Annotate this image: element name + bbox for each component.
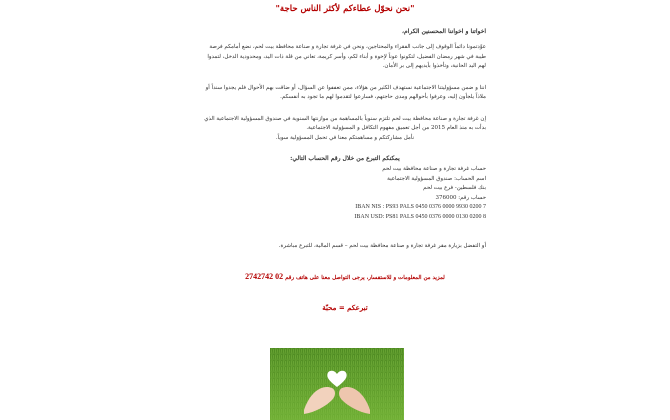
iban-usd: IBAN USD: PS81 PALS 0450 0376 0000 0130 0200 8 — [354, 213, 486, 220]
account-number: حساب رقم: 376000 — [435, 194, 486, 201]
hands-heart-image — [270, 348, 404, 420]
account-details — [204, 165, 486, 222]
paragraph-commitment: إن غرفة تجارة و صناعة محافظة بيت لحم تلتزم سنوياً بالمساهمة من موازنتها السنوية في صندوق المسؤولية الاجتماعية الذي بدأت به منذ العام 2015 من أجل تعميق مفهوم التكافل و المسؤولية الاجتماعية. — [204, 115, 486, 131]
paragraph-responsibility: اننا و ضمن مسؤوليتنا الاجتماعية نستهدف الكثير من هؤلاء، ممن تعففوا عن السؤال، أو ضاقت بهم الأحوال فلم يجدوا سنداً أو ملاذاً يلجأون إليه، وعرفوا بأحوالهم ومدى حاجتهم، فسارعوا لتقدموا لهم ما تجود به أنفسكم. — [205, 84, 486, 100]
page-title: "نحن نحوّل عطاءكم لأكثر الناس حاجة" — [275, 4, 415, 14]
account-name: اسم الحساب: صندوق المسؤولية الاجتماعية — [387, 175, 486, 182]
bank-name: بنك فلسطين- فرع بيت لحم — [423, 185, 486, 191]
visit-note: أو التفضل بزيارة مقر غرفة تجارة و صناعة محافظة بيت لحم – قسم المالية، للتبرع مباشرة. — [278, 243, 486, 249]
account-heading: يمكنكم التبرع من خلال رقم الحساب التالي: — [290, 155, 400, 162]
letter — [204, 0, 486, 312]
grass-hands-illustration — [270, 348, 404, 420]
contact-text: لمزيد من المعلومات و للاستفسار، يرجى التواصل معنا على هاتف رقم — [285, 274, 445, 281]
paragraph-intro: عوّدتمونا دائماً الوقوف إلى جانب الفقراء والمحتاجين، ونحن في غرفة تجارة و صناعة محافظة بيت لحم، نضع أمامكم فرصة طيبة في شهر رمضان الفضيل، لتكونوا عوناً لإخوة و أبناء لكم، وأسر كريمة، تعاني من قلة ذات اليد، ومحدودية الدخل، لتمدوا لهم اليد الحانية، وتأخذوا بأيديهم إلى بر الأمان. — [207, 44, 486, 69]
greeting: اخواتنا و اخواننا المحسنين الكرام، — [402, 28, 486, 35]
contact-line — [204, 272, 486, 281]
contact-phone: 02 2742742 — [245, 271, 284, 281]
paragraph-participation: نأمل مشاركتكم و مساهمتكم معنا في تحمل المسؤولية سوياً. — [275, 134, 415, 141]
account-owner: حساب غرفة تجارة و صناعة محافظة بيت لحم — [382, 166, 486, 172]
donate-heading: تبرعكم = محبّة — [322, 302, 368, 312]
iban-nis: IBAN NIS : PS93 PALS 0450 0376 0000 9930 0200 7 — [355, 204, 486, 210]
